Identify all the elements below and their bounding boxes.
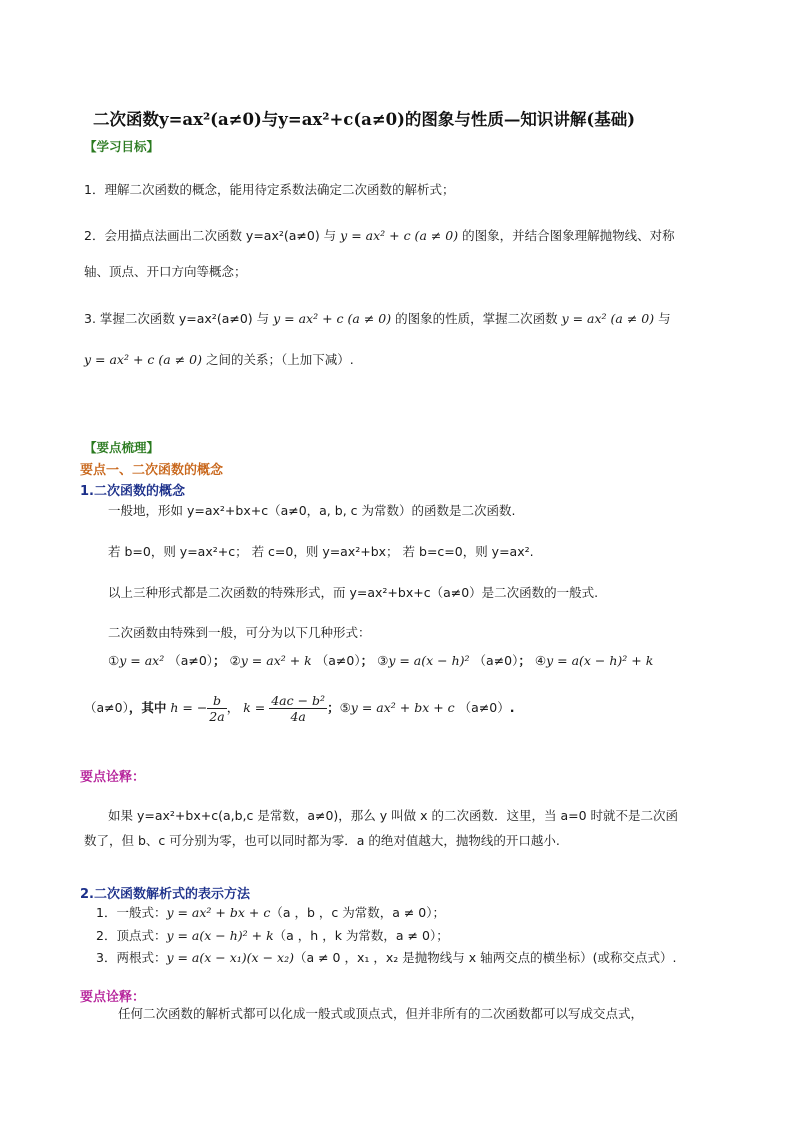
objective-2-text-b: 的图象，并结合图象理解抛物线、对称 [462,228,675,243]
note-1-line-1: 如果 y=ax²+bx+c(a,b,c 是常数，a≠0)，那么 y 叫做 x 的二次函数．这里，当 a=0 时就不是二次函 [108,808,679,823]
objective-3-formula-2: y = ax² (a ≠ 0) [561,311,655,326]
objective-item-2-cont: 轴、顶点、开口方向等概念； [84,264,247,279]
objective-3-text-c: 与 [658,311,671,326]
objective-3-text-a: 3. 掌握二次函数 y=ax²(a≠0) 与 [84,311,270,326]
section-1-heading: 要点一、二次函数的概念 [80,463,224,478]
subsection-2-heading: 2.二次函数解析式的表示方法 [80,887,250,902]
where-label: ，其中 [128,700,167,715]
note-2-line-1: 任何二次函数的解析式都可以化成一般式或顶点式，但并非所有的二次函数都可以写成交点式， [118,1006,644,1021]
form-1-mark: ① [108,653,120,668]
form-2-mark: ② [229,653,241,668]
forms-end: . [509,700,515,715]
note-2-label: 要点诠释： [80,990,146,1005]
form-3-mark: ③ [377,653,389,668]
form-1-formula: y = ax² [119,653,165,668]
form-2-condition: （a≠0） [315,653,361,668]
objective-3-formula-3: y = ax² + c (a ≠ 0) [84,352,202,367]
objective-2-text-a: 2．会用描点法画出二次函数 y=ax²(a≠0) 与 [84,228,337,243]
representation-general-label: 1．一般式： [96,905,167,920]
representation-roots-label: 3．两根式： [96,950,167,965]
representation-general-rest: （a ，b ，c 为常数，a ≠ 0）； [270,905,446,920]
objective-2-formula: y = ax² + c (a ≠ 0) [340,228,459,243]
k-denominator: 4a [290,709,306,724]
form-3-formula: y = a(x − h)² [388,653,470,668]
forms-line-2 [84,693,515,724]
subsection-1-heading: 1.二次函数的概念 [80,484,185,499]
definition-paragraph: 一般地，形如 y=ax²+bx+c（a≠0，a, b, c 为常数）的函数是二次函数. [108,503,516,518]
form-1-condition: （a≠0） [168,653,214,668]
objective-item-3 [84,309,671,327]
note-1-line-2: 数了，但 b、c 可分别为零，也可以同时都为零．a 的绝对值越大，抛物线的开口越小. [84,833,560,848]
h-denominator: 2a [209,709,225,724]
form-3-sep: ； [518,653,531,668]
representation-roots [96,948,676,966]
special-cases-paragraph: 若 b=0，则 y=ax²+c； 若 c=0，则 y=ax²+bx； 若 b=c=0，则 y=ax². [108,544,534,559]
form-3-condition: （a≠0） [473,653,519,668]
k-lhs: k = [243,700,266,715]
objectives-heading: 【学习目标】 [84,139,160,154]
representation-roots-rest: （a ≠ 0 ，x₁ ，x₂ 是抛物线与 x 轴两交点的横坐标）(或称交点式）. [293,950,677,965]
points-heading: 【要点梳理】 [84,440,160,455]
objective-item-3-cont [84,350,354,368]
k-numerator: 4ac − b² [271,693,326,708]
representation-vertex-label: 2．顶点式： [96,928,167,943]
representation-vertex-formula: y = a(x − h)² + k [166,928,274,943]
form-5-condition: （a≠0） [458,700,510,715]
form-2-formula: y = ax² + k [240,653,312,668]
forms-intro-paragraph: 二次函数由特殊到一般，可分为以下几种形式： [108,625,371,640]
forms-line-1 [108,651,653,669]
representation-general [96,903,445,921]
form-2-sep: ； [360,653,374,668]
form-5-sep: ； [327,700,340,715]
objective-3-text-d: 之间的关系；（上加下减）. [205,352,354,367]
form-4-condition: （a≠0） [84,700,129,715]
h-lhs: h = − [170,700,208,715]
form-5-formula: y = ax² + bx + c [350,700,455,715]
objective-item-2 [84,226,675,244]
form-5-mark: ⑤ [339,700,351,715]
representation-roots-formula: y = a(x − x₁)(x − x₂) [166,950,294,965]
representation-vertex-rest: （a ，h ，k 为常数，a ≠ 0）； [273,928,449,943]
k-fraction [269,693,327,724]
objective-item-1: 1．理解二次函数的概念，能用待定系数法确定二次函数的解析式； [84,182,455,197]
h-numerator: b [207,693,226,709]
form-1-sep: ； [213,653,226,668]
h-k-comma: ， [226,700,240,715]
representation-vertex [96,926,449,944]
objective-3-formula-1: y = ax² + c (a ≠ 0) [273,311,392,326]
form-4-mark: ④ [534,653,547,668]
representation-general-formula: y = ax² + bx + c [166,905,271,920]
page-title: 二次函数y=ax²(a≠0)与y=ax²+c(a≠0)的图象与性质—知识讲解(基础) [93,110,636,129]
h-fraction [207,693,226,724]
note-1-label: 要点诠释： [80,770,146,785]
objective-3-text-b: 的图象的性质，掌握二次函数 [395,311,558,326]
form-4-formula: y = a(x − h)² + k [546,653,654,668]
general-form-paragraph: 以上三种形式都是二次函数的特殊形式，而 y=ax²+bx+c（a≠0）是二次函数的一般式. [108,585,599,600]
